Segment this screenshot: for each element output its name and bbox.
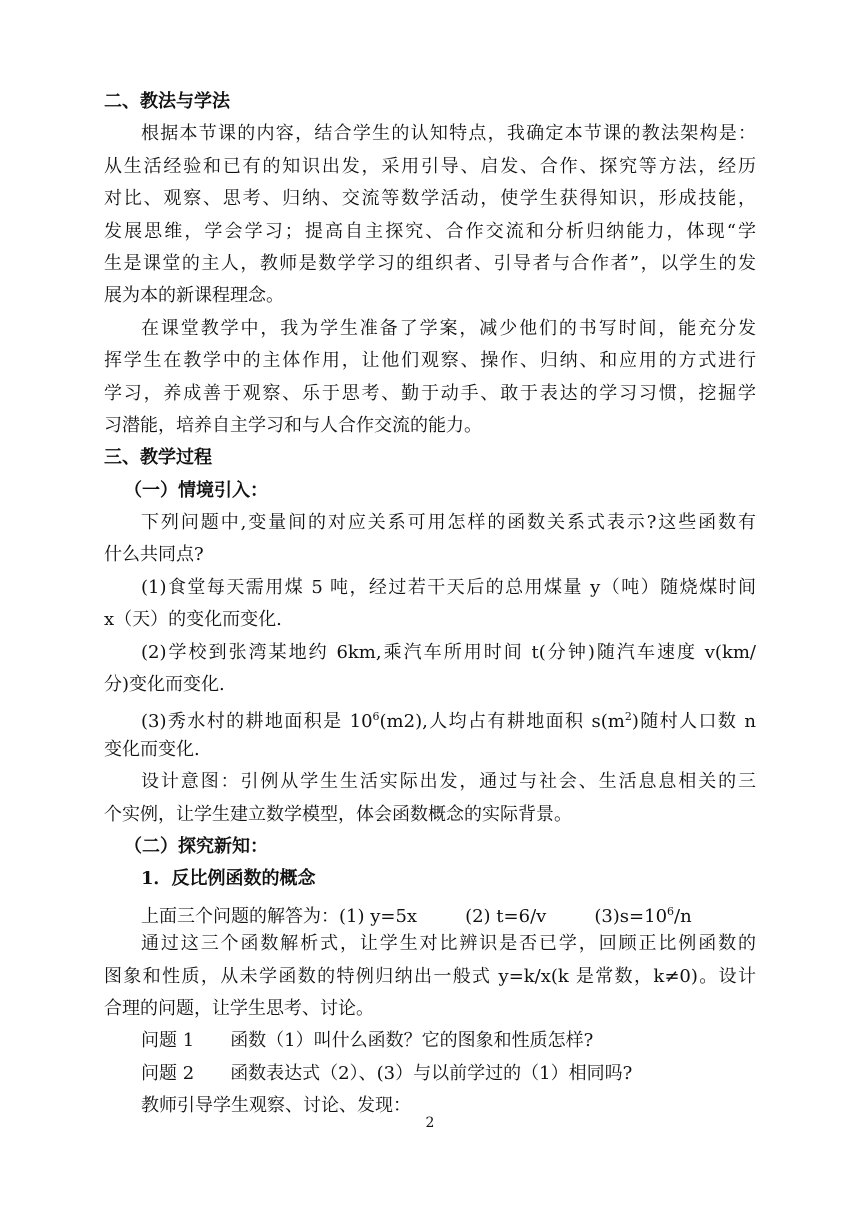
section-heading-methods: 二、教法与学法	[104, 91, 230, 112]
paragraph-line: 根据本节课的内容，结合学生的认知特点，我确定本节课的教法架构是：	[141, 123, 756, 145]
example-line: 分)变化而变化.	[104, 674, 225, 696]
superscript: 2	[624, 710, 632, 724]
answer-2: (2) t=6/v	[465, 905, 547, 927]
section-heading-process: 三、教学过程	[104, 447, 212, 469]
paragraph-line: 合理的问题，让学生思考、讨论。	[104, 997, 374, 1019]
paragraph-line: 通过这三个函数解析式，让学生对比辨识是否已学，回顾正比例函数的	[141, 933, 756, 955]
paragraph-line: 下列问题中,变量间的对应关系可用怎样的函数关系式表示?这些函数有	[141, 512, 756, 534]
example-line: 变化而变化.	[104, 738, 200, 760]
subsection-heading-explore: （二）探究新知：	[124, 835, 268, 857]
superscript: 6	[372, 710, 380, 724]
paragraph-line: 生是课堂的主人，教师是数学学习的组织者、引导者与合作者”，以学生的发	[104, 252, 756, 274]
example-line	[104, 701, 756, 733]
superscript: 6	[667, 904, 675, 918]
text-run: (3)秀水村的耕地面积是 10	[141, 711, 373, 733]
question-2-label: 问题 2	[141, 1062, 195, 1084]
paragraph-line: 教师引导学生观察、讨论、发现：	[141, 1095, 411, 1117]
example-line: (2)学校到张湾某地约 6km,乘汽车所用时间 t(分钟)随汽车速度 v(km/	[141, 641, 756, 663]
subsection-heading-intro: （一）情境引入：	[124, 479, 268, 501]
page-number: 2	[425, 1115, 435, 1131]
page-content	[104, 86, 756, 1123]
answers-line	[104, 896, 756, 928]
topic-heading: 1．反比例函数的概念	[141, 868, 316, 890]
paragraph-line: 习潜能，培养自主学习和与人合作交流的能力。	[104, 414, 482, 436]
question-2-text: 函数表达式（2）、(3）与以前学过的（1）相同吗?	[230, 1062, 633, 1084]
text-run: )随村人口数 n	[631, 711, 757, 733]
question-2-line	[104, 1058, 756, 1090]
answers-prefix: 上面三个问题的解答为：	[141, 905, 339, 927]
answer-1: (1) y=5x	[339, 905, 418, 927]
paragraph-line: 对比、观察、思考、归纳、交流等数学活动，使学生获得知识，形成技能，	[104, 188, 756, 210]
paragraph-line: 挥学生在教学中的主体作用，让他们观察、操作、归纳、和应用的方式进行	[104, 350, 756, 372]
example-line: x（天）的变化而变化.	[104, 609, 282, 631]
paragraph-line: 在课堂教学中，我为学生准备了学案，减少他们的书写时间，能充分发	[141, 317, 756, 339]
paragraph-line: 个实例，让学生建立数学模型，体会函数概念的实际背景。	[104, 803, 572, 825]
text-run: (m2),人均占有耕地面积 s(m	[379, 711, 625, 733]
paragraph-line: 设计意图：引例从学生生活实际出发，通过与社会、生活息息相关的三	[141, 771, 756, 793]
answer-3: $(3)s=10^6/n$	[594, 904, 692, 927]
paragraph-line: 从生活经验和已有的知识出发，采用引导、启发、合作、探究等方法，经历	[104, 155, 756, 177]
paragraph-line: 什么共同点?	[104, 544, 204, 566]
example-line: (1)食堂每天需用煤 5 吨，经过若干天后的总用煤量 y（吨）随烧煤时间	[141, 576, 756, 598]
question-1-text: 函数（1）叫什么函数？它的图象和性质怎样?	[230, 1030, 594, 1052]
question-1-label: 问题 1	[141, 1030, 195, 1052]
paragraph-line: 发展思维，学会学习；提高自主探究、合作交流和分析归纳能力，体现“学	[104, 220, 756, 242]
paragraph-line: 展为本的新课程理念。	[104, 285, 284, 307]
question-1-line	[104, 1025, 756, 1057]
paragraph-line: 学习，养成善于观察、乐于思考、勤于动手、敢于表达的学习习惯，挖掘学	[104, 382, 756, 404]
paragraph-line: 图象和性质，从未学函数的特例归纳出一般式 y=k/x(k 是常数，k≠0)。设计	[104, 965, 756, 987]
